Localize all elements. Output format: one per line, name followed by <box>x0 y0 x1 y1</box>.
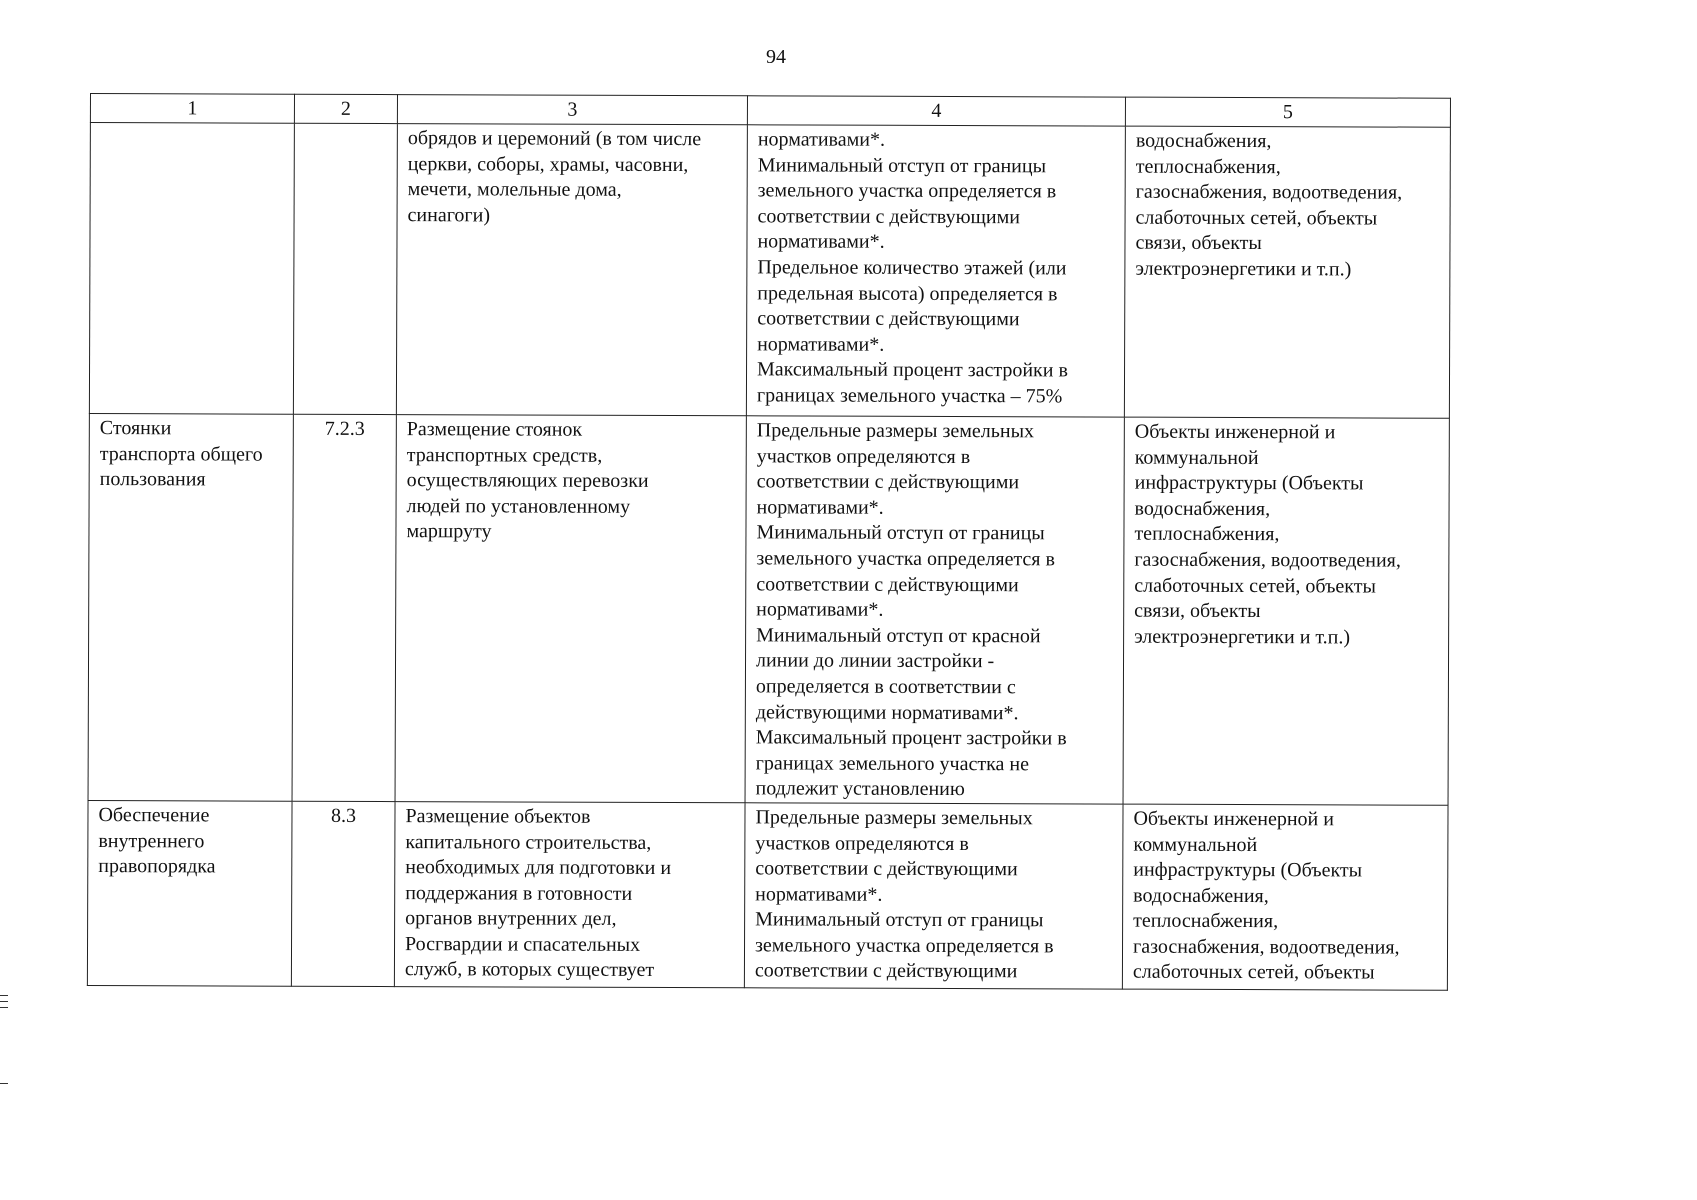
cell-auxiliary-uses: водоснабжения, теплоснабжения, газоснабжения, водоотведения, слаботочных сетей, объекты связи, объекты электроэнергетики и т.п.) <box>1124 126 1450 418</box>
column-header-1: 1 <box>90 94 294 124</box>
table-row <box>88 413 1449 805</box>
cell-land-use-name <box>89 123 294 415</box>
scan-margin-mark <box>0 1083 8 1084</box>
cell-auxiliary-uses: Объекты инженерной и коммунальной инфраструктуры (Объекты водоснабжения, теплоснабжения, газоснабжения, водоотведения, слаботочных сетей, объекты <box>1122 804 1448 990</box>
scan-margin-mark <box>0 1007 8 1008</box>
document-table <box>87 93 1451 991</box>
cell-description: Размещение стоянок транспортных средств, осуществляющих перевозки людей по установленному маршруту <box>395 415 746 803</box>
cell-land-use-name: Стоянки транспорта общего пользования <box>88 413 293 801</box>
cell-parameters: нормативами*. Минимальный отступ от границы земельного участка определяется в соответствии с действующими нормативами*. Предельное количество этажей (или предельная высота) определяется в соответствии с действующими нормативами*. Максимальный процент застройки в границах земельного участка – 75% <box>746 125 1125 417</box>
cell-land-use-code: 7.2.3 <box>292 414 396 801</box>
table-row <box>89 123 1450 419</box>
column-header-2: 2 <box>294 94 397 123</box>
cell-land-use-name: Обеспечение внутреннего правопорядка <box>87 800 292 986</box>
cell-land-use-code <box>293 123 397 414</box>
cell-land-use-code: 8.3 <box>291 801 395 986</box>
scan-margin-mark <box>0 1001 8 1002</box>
cell-description: Размещение объектов капитального строительства, необходимых для подготовки и поддержания в готовности органов внутренних дел, Росгвардии и спасательных служб, в которых существует <box>394 801 745 987</box>
column-header-5: 5 <box>1125 97 1450 127</box>
cell-description: обрядов и церемоний (в том числе церкви, соборы, храмы, часовни, мечети, молельные дома, синагоги) <box>396 124 747 416</box>
cell-parameters: Предельные размеры земельных участков определяются в соответствии с действующими нормативами*. Минимальный отступ от границы земельного участка определяется в соответствии с действующими <box>744 803 1123 989</box>
column-header-3: 3 <box>397 95 747 125</box>
page-number: 94 <box>766 46 786 68</box>
scan-margin-mark <box>0 995 8 996</box>
table-header-row <box>90 94 1450 128</box>
cell-auxiliary-uses: Объекты инженерной и коммунальной инфраструктуры (Объекты водоснабжения, теплоснабжения, газоснабжения, водоотведения, слаботочных сетей, объекты связи, объекты электроэнергетики и т.п.) <box>1123 417 1449 805</box>
cell-parameters: Предельные размеры земельных участков определяются в соответствии с действующими нормативами*. Минимальный отступ от границы земельного участка определяется в соответствии с действующими нормативами*. Минимальный отступ от красной линии до линии застройки - определяется в соответствии с действующими нормативами*. Максимальный процент застройки в границах земельного участка не подлежит установлению <box>745 416 1124 804</box>
table-row <box>87 800 1448 990</box>
column-header-4: 4 <box>747 96 1125 126</box>
